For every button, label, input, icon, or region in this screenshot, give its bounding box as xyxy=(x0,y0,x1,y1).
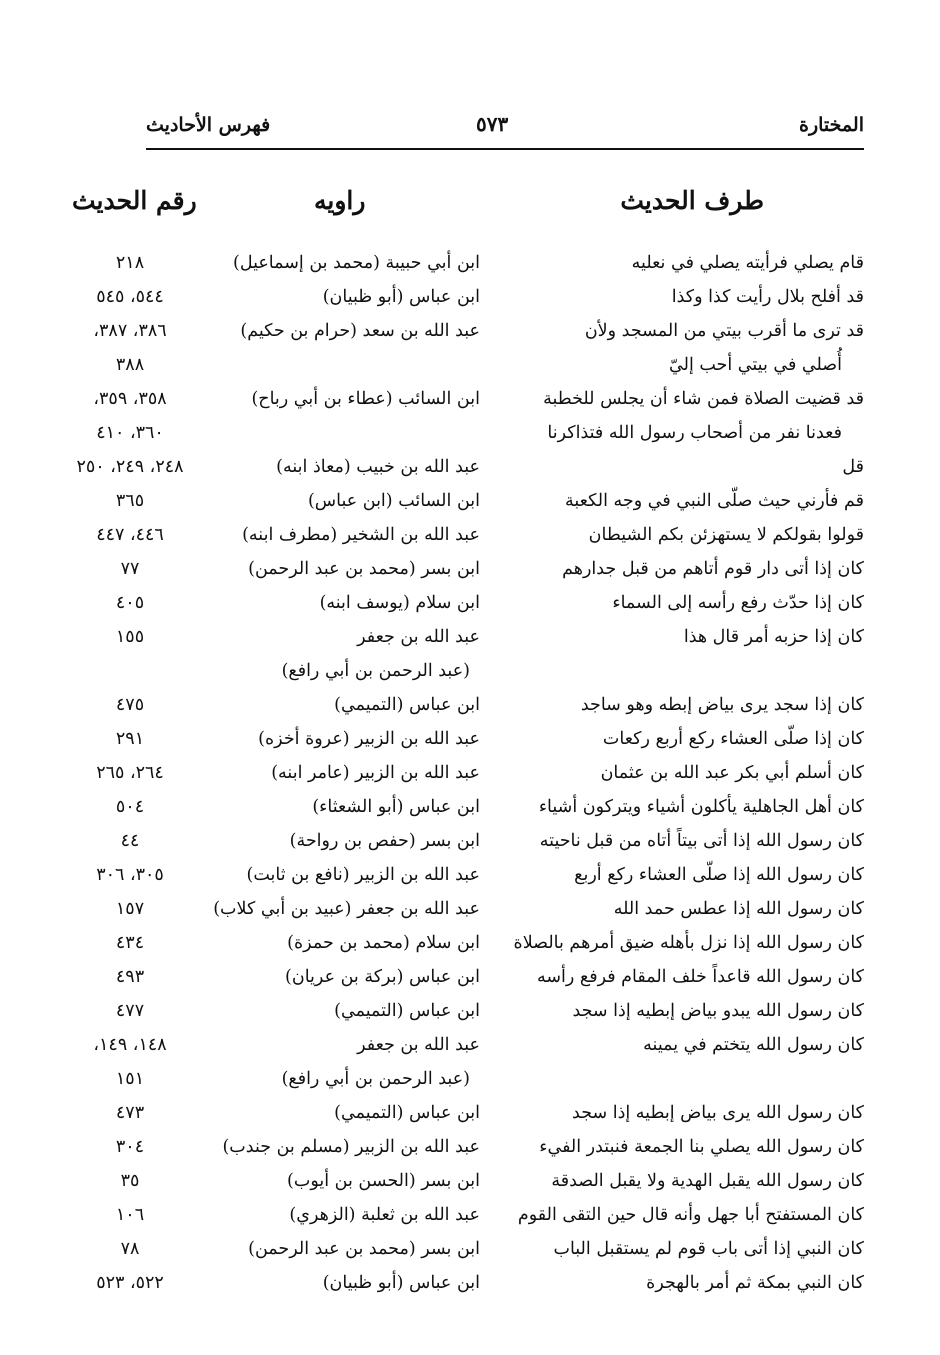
hadith-number xyxy=(60,1232,200,1266)
narrator-text-line: ابن السائب (عطاء بن أبي رباح) xyxy=(251,389,480,409)
hadith-text xyxy=(518,1198,864,1232)
narrator-text-line: ابن عباس (التميمي) xyxy=(334,695,480,715)
table-row xyxy=(0,892,940,926)
hadith-text xyxy=(603,722,864,756)
hadith-number-line: ٣٠٤ xyxy=(115,1137,145,1157)
narrator-text-line: ابن السائب (ابن عباس) xyxy=(307,491,480,511)
hadith-text-line: قم فأرني حيث صلّى النبي في وجه الكعبة xyxy=(565,491,864,511)
narrator-text xyxy=(285,960,480,994)
hadith-text xyxy=(543,382,864,450)
hadith-number xyxy=(60,960,200,994)
hadith-number-line: ١٥٧ xyxy=(115,899,145,919)
hadith-number-line: ٥٢٢، ٥٢٣ xyxy=(96,1273,164,1293)
table-row xyxy=(0,960,940,994)
narrator-text-line: ابن بسر (الحسن بن أيوب) xyxy=(287,1171,480,1191)
narrator-text-line: عبد الله بن الزبير (عروة أخزه) xyxy=(258,729,480,749)
book-title: المختارة xyxy=(799,114,864,136)
narrator-text-line: ابن أبي حبيبة (محمد بن إسماعيل) xyxy=(233,253,480,273)
hadith-number-line: ٤٧٣ xyxy=(115,1103,145,1123)
table-row xyxy=(0,1130,940,1164)
hadith-number-line: ٣٥ xyxy=(120,1171,140,1191)
narrator-text-line: عبد الله بن الزبير (عامر ابنه) xyxy=(271,763,480,783)
hadith-number-line: ٢١٨ xyxy=(115,253,145,273)
narrator-text xyxy=(248,552,480,586)
hadith-text xyxy=(551,1164,864,1198)
hadith-number-line: ٤٩٣ xyxy=(115,967,145,987)
narrator-text-line: ابن عباس (بركة بن عريان) xyxy=(285,967,480,987)
hadith-text xyxy=(585,314,864,382)
hadith-text-line: قد ترى ما أقرب بيتي من المسجد ولأن xyxy=(584,321,864,341)
hadith-text-line: قد قضيت الصلاة فمن شاء أن يجلس للخطبة xyxy=(543,389,864,409)
narrator-text-line: ابن عباس (أبو الشعثاء) xyxy=(312,797,480,817)
hadith-text xyxy=(574,858,864,892)
hadith-text-line: كان رسول الله يبدو بياض إبطيه إذا سجد xyxy=(572,1001,864,1021)
hadith-text-line: كان رسول الله يرى بياض إبطيه إذا سجد xyxy=(572,1103,864,1123)
hadith-text xyxy=(537,960,864,994)
narrator-text xyxy=(287,1164,480,1198)
narrator-text xyxy=(242,518,480,552)
hadith-text xyxy=(539,1130,864,1164)
hadith-text xyxy=(614,892,864,926)
column-header-narrator: راويه xyxy=(314,186,366,215)
hadith-text xyxy=(612,586,864,620)
hadith-number-line: ٤٣٤ xyxy=(115,933,145,953)
hadith-text-line: فعدنا نفر من أصحاب رسول الله فتذاكرنا xyxy=(547,423,842,443)
narrator-text xyxy=(289,1198,480,1232)
hadith-text xyxy=(539,790,864,824)
hadith-number-line: ١٤٨، ١٤٩، xyxy=(93,1035,167,1055)
table-row xyxy=(0,1028,940,1096)
hadith-number-line: ٢٦٤، ٢٦٥ xyxy=(96,763,164,783)
table-row xyxy=(0,314,940,382)
narrator-text xyxy=(258,722,480,756)
hadith-number xyxy=(60,586,200,620)
narrator-text xyxy=(240,314,480,348)
narrator-text-line: ابن عباس (أبو ظبيان) xyxy=(322,1273,480,1293)
hadith-number xyxy=(60,314,200,382)
hadith-number-line: ٧٨ xyxy=(120,1239,140,1259)
narrator-text-line: عبد الله بن سعد (حرام بن حكيم) xyxy=(240,321,480,341)
hadith-text-line: كان النبي بمكة ثم أمر بالهجرة xyxy=(646,1273,864,1293)
table-row xyxy=(0,382,940,450)
hadith-text xyxy=(540,824,864,858)
hadith-number-line: ٢٩١ xyxy=(115,729,145,749)
hadith-text xyxy=(562,552,864,586)
narrator-text xyxy=(271,756,480,790)
hadith-number-line: ٥٠٤ xyxy=(115,797,145,817)
hadith-number-line: ٣٦٠، ٤١٠ xyxy=(96,423,164,443)
table-row xyxy=(0,246,940,280)
narrator-text-line: عبد الله بن الزبير (نافع بن ثابت) xyxy=(246,865,480,885)
hadith-number xyxy=(60,756,200,790)
table-row xyxy=(0,586,940,620)
narrator-text-line: عبد الله بن جعفر (عبيد بن أبي كلاب) xyxy=(213,899,480,919)
narrator-text-line: عبد الله بن ثعلبة (الزهري) xyxy=(289,1205,480,1225)
narrator-text-line: عبد الله بن خبيب (معاذ ابنه) xyxy=(276,457,480,477)
hadith-number xyxy=(60,926,200,960)
narrator-text-line: عبد الله بن جعفر xyxy=(357,627,480,647)
hadith-number-line: ٧٧ xyxy=(120,559,140,579)
table-row xyxy=(0,1164,940,1198)
hadith-number-line: ٣٨٨ xyxy=(115,355,145,375)
table-row xyxy=(0,450,940,484)
narrator-text-line: عبد الله بن الشخير (مطرف ابنه) xyxy=(242,525,480,545)
hadith-text-line: قام يصلي فرأيته يصلي في نعليه xyxy=(631,253,864,273)
hadith-number xyxy=(60,1164,200,1198)
table-row xyxy=(0,824,940,858)
narrator-text xyxy=(247,858,481,892)
table-row xyxy=(0,994,940,1028)
hadith-text-line: كان إذا سجد يرى بياض إبطه وهو ساجد xyxy=(580,695,864,715)
hadith-number xyxy=(60,824,200,858)
hadith-number xyxy=(60,518,200,552)
hadith-number xyxy=(60,246,200,280)
narrator-text-line: ابن بسر (محمد بن عبد الرحمن) xyxy=(248,559,480,579)
table-row xyxy=(0,1232,940,1266)
column-header-number: رقم الحديث xyxy=(72,186,197,215)
column-header-hadith: طرف الحديث xyxy=(620,186,764,215)
narrator-text xyxy=(323,1266,480,1300)
hadith-number-line: ٢٤٨، ٢٤٩، ٢٥٠ xyxy=(76,457,184,477)
narrator-text xyxy=(222,1130,480,1164)
narrator-text xyxy=(276,450,480,484)
table-row xyxy=(0,620,940,688)
hadith-number xyxy=(60,450,200,484)
hadith-text xyxy=(672,280,864,314)
table-row xyxy=(0,1198,940,1232)
narrator-text xyxy=(334,994,480,1028)
table-row xyxy=(0,926,940,960)
narrator-text xyxy=(248,1232,480,1266)
hadith-text xyxy=(572,994,864,1028)
hadith-number-line: ١٠٦ xyxy=(115,1205,145,1225)
section-title: فهرس الأحاديث xyxy=(146,114,271,136)
hadith-text-line: كان رسول الله إذا صلّى العشاء ركع أربع xyxy=(574,865,864,885)
hadith-number xyxy=(60,1130,200,1164)
page-number: ٥٧٣ xyxy=(476,112,509,136)
hadith-number xyxy=(60,994,200,1028)
narrator-text xyxy=(290,824,480,858)
table-row xyxy=(0,722,940,756)
table-row xyxy=(0,858,940,892)
hadith-number-line: ١٥١ xyxy=(115,1069,145,1089)
hadith-number xyxy=(60,484,200,518)
hadith-text-line: كان النبي إذا أتى باب قوم لم يستقبل الباب xyxy=(553,1239,864,1259)
hadith-text-line: كان إذا أتى دار قوم أتاهم من قبل جدارهم xyxy=(562,559,864,579)
hadith-text-line: كان أهل الجاهلية يأكلون أشياء ويتركون أشياء xyxy=(538,797,864,817)
hadith-number xyxy=(60,892,200,926)
hadith-number xyxy=(60,1096,200,1130)
narrator-text-line: ابن سلام (يوسف ابنه) xyxy=(319,593,480,613)
hadith-number xyxy=(60,858,200,892)
hadith-number-line: ٣٦٥ xyxy=(115,491,145,511)
hadith-number-line: ٤٧٥ xyxy=(115,695,145,715)
hadith-number xyxy=(60,382,200,450)
hadith-text-line: قد أفلح بلال رأيت كذا وكذا xyxy=(671,287,864,307)
hadith-text-line: قولوا بقولكم لا يستهزئن بكم الشيطان xyxy=(588,525,864,545)
narrator-text xyxy=(334,688,480,722)
narrator-text xyxy=(213,892,480,926)
hadith-text-line: أُصلي في بيتي أحب إليّ xyxy=(669,355,842,375)
hadith-text xyxy=(589,518,864,552)
hadith-text-line: كان إذا صلّى العشاء ركع أربع ركعات xyxy=(602,729,864,749)
hadith-number xyxy=(60,790,200,824)
table-row xyxy=(0,552,940,586)
hadith-text xyxy=(572,1096,864,1130)
hadith-text-line: كان رسول الله يصلي بنا الجمعة فنبتدر الفيء xyxy=(539,1137,864,1157)
table-row xyxy=(0,790,940,824)
hadith-text-line: كان رسول الله إذا عطس حمد الله xyxy=(613,899,864,919)
hadith-number xyxy=(60,620,200,654)
hadith-text xyxy=(684,620,864,654)
hadith-text xyxy=(842,450,864,484)
hadith-text-line: كان إذا حزبه أمر قال هذا xyxy=(683,627,864,647)
narrator-text-line: (عبد الرحمن بن أبي رافع) xyxy=(281,661,470,681)
table-row xyxy=(0,756,940,790)
hadith-text-line: كان رسول الله قاعداً خلف المقام فرفع رأسه xyxy=(537,967,864,987)
table-row xyxy=(0,1096,940,1130)
page-header xyxy=(146,112,864,150)
narrator-text xyxy=(233,246,480,280)
hadith-text-line: كان رسول الله إذا نزل بأهله ضيق أمرهم بالصلاة xyxy=(513,933,864,953)
hadith-number-line: ٥٤٤، ٥٤٥ xyxy=(96,287,164,307)
hadith-number-line: ٣٨٦، ٣٨٧، xyxy=(93,321,167,341)
hadith-text xyxy=(565,484,864,518)
hadith-text-line: كان إذا حدّث رفع رأسه إلى السماء xyxy=(612,593,864,613)
hadith-number xyxy=(60,552,200,586)
narrator-text-line: (عبد الرحمن بن أبي رافع) xyxy=(281,1069,470,1089)
narrator-text-line: ابن عباس (التميمي) xyxy=(334,1001,480,1021)
hadith-number xyxy=(60,280,200,314)
narrator-text-line: عبد الله بن الزبير (مسلم بن جندب) xyxy=(222,1137,480,1157)
hadith-text-line: كان رسول الله إذا أتى بيتاً أتاه من قبل ناحيته xyxy=(539,831,864,851)
hadith-number xyxy=(60,722,200,756)
hadith-text-line: كان أسلم أبي بكر عبد الله بن عثمان xyxy=(600,763,864,783)
hadith-text xyxy=(632,246,864,280)
hadith-text xyxy=(553,1232,864,1266)
narrator-text xyxy=(282,1028,480,1096)
hadith-text-line: قل xyxy=(842,457,864,477)
narrator-text xyxy=(282,620,480,688)
hadith-number xyxy=(60,1028,200,1096)
table-row xyxy=(0,1266,940,1300)
hadith-number-line: ١٥٥ xyxy=(115,627,145,647)
narrator-text-line: ابن عباس (التميمي) xyxy=(334,1103,480,1123)
narrator-text xyxy=(312,790,480,824)
narrator-text-line: عبد الله بن جعفر xyxy=(357,1035,480,1055)
hadith-number xyxy=(60,688,200,722)
hadith-number-line: ٣٥٨، ٣٥٩، xyxy=(93,389,167,409)
table-row xyxy=(0,518,940,552)
narrator-text xyxy=(323,280,480,314)
hadith-text xyxy=(601,756,864,790)
narrator-text-line: ابن سلام (محمد بن حمزة) xyxy=(287,933,480,953)
hadith-number-line: ٤٤٦، ٤٤٧ xyxy=(96,525,164,545)
hadith-number xyxy=(60,1266,200,1300)
hadith-text xyxy=(643,1028,864,1062)
narrator-text xyxy=(334,1096,480,1130)
narrator-text-line: ابن بسر (حفص بن رواحة) xyxy=(289,831,480,851)
hadith-text xyxy=(581,688,864,722)
hadith-text-line: كان المستفتح أبا جهل وأنه قال حين التقى القوم xyxy=(517,1205,864,1225)
hadith-number-line: ٤٤ xyxy=(120,831,140,851)
narrator-text xyxy=(308,484,480,518)
hadith-number-line: ٤٧٧ xyxy=(115,1001,145,1021)
hadith-text xyxy=(514,926,864,960)
table-row xyxy=(0,280,940,314)
narrator-text xyxy=(251,382,480,416)
hadith-number xyxy=(60,1198,200,1232)
hadith-text-line: كان رسول الله يتختم في يمينه xyxy=(643,1035,864,1055)
hadith-index-table xyxy=(0,246,940,1300)
narrator-text-line: ابن بسر (محمد بن عبد الرحمن) xyxy=(248,1239,480,1259)
hadith-text-line: كان رسول الله يقبل الهدية ولا يقبل الصدقة xyxy=(551,1171,864,1191)
hadith-text xyxy=(646,1266,864,1300)
table-row xyxy=(0,484,940,518)
hadith-number-line: ٣٠٥، ٣٠٦ xyxy=(96,865,164,885)
narrator-text-line: ابن عباس (أبو ظبيان) xyxy=(322,287,480,307)
narrator-text xyxy=(287,926,480,960)
hadith-number-line: ٤٠٥ xyxy=(115,593,145,613)
narrator-text xyxy=(320,586,480,620)
table-row xyxy=(0,688,940,722)
